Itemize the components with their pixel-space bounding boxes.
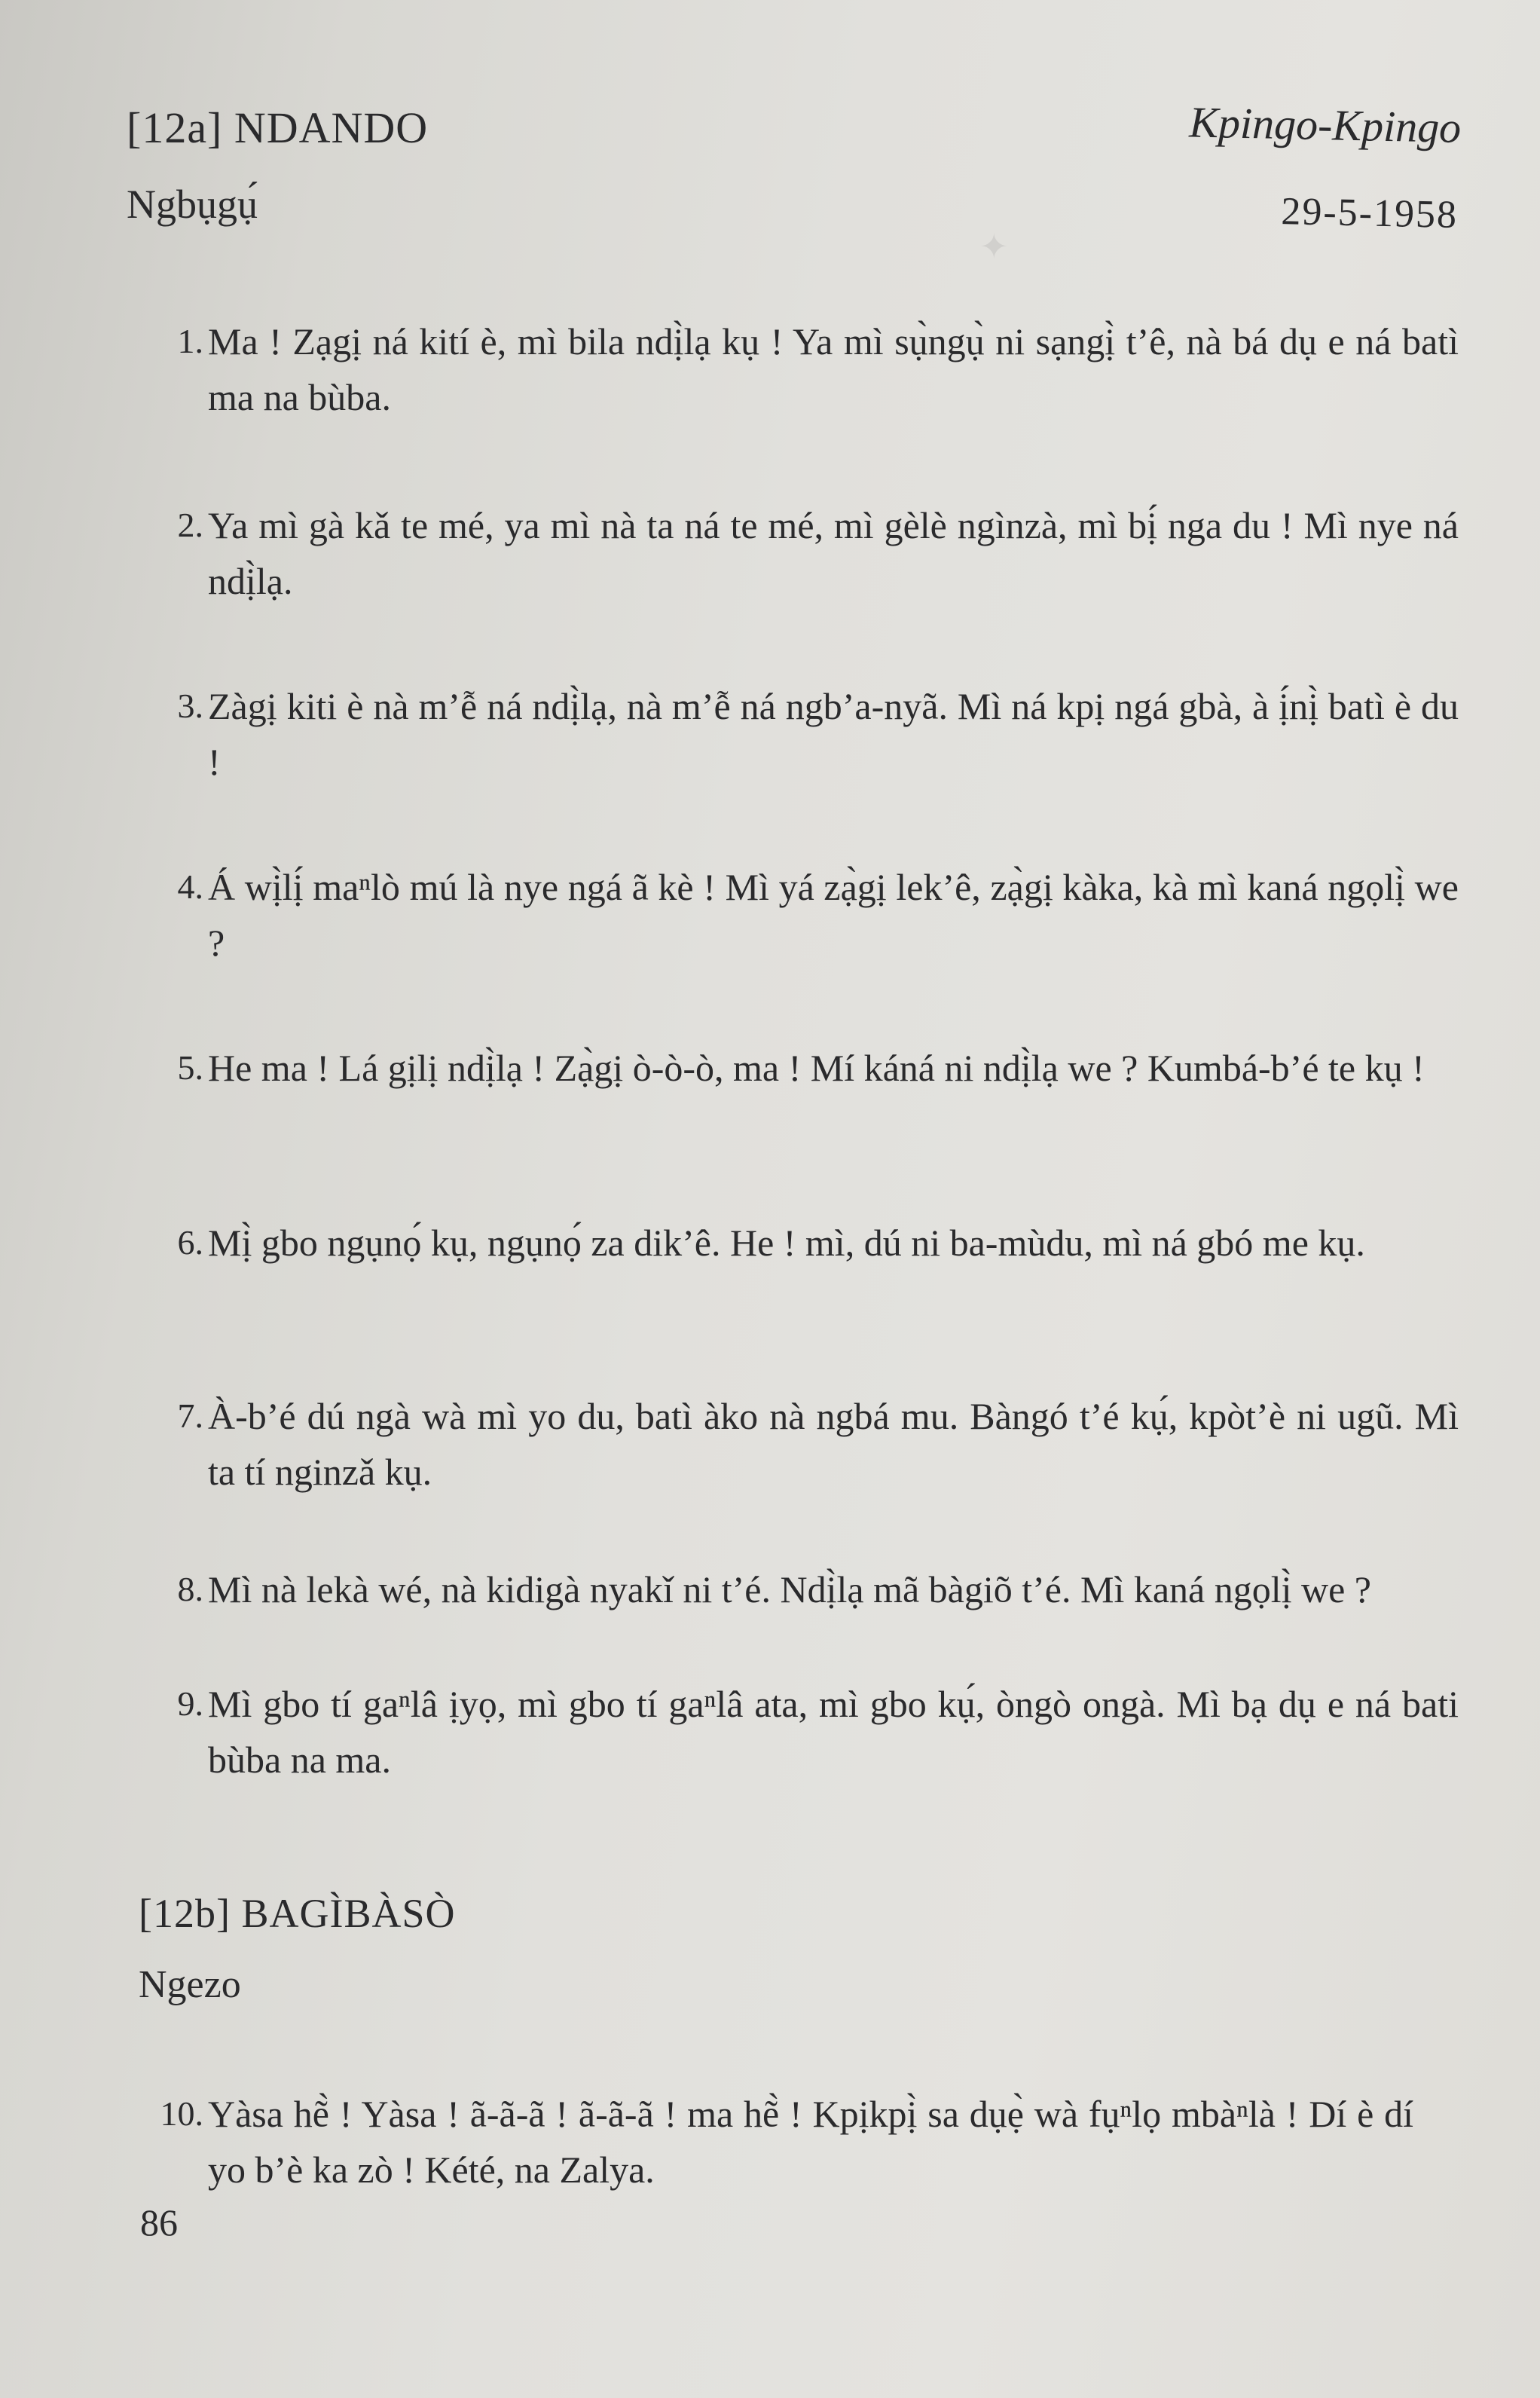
verse-number: 2. [177,506,203,544]
verse [148,497,1459,609]
verse-text: Ma ! Zạgị ná kití è, mì bila ndị̀lạ kụ ! Ya mì sụ̀ngụ̀ ni sạngị̀ t’ê, nà bá dụ e ná batì ma na bùba. [208,320,1459,418]
verse-text: Mì gbo tí gaⁿlâ ịyọ, mì gbo tí gaⁿlâ ata, mì gbo kụ́, òngò ongà. Mì bạ dụ e ná bati bùba na ma. [208,1683,1459,1781]
verse [148,1215,1459,1271]
verse [148,1676,1459,1788]
verse-text: À-b’é dú ngà wà mì yo du, batì àko nà ngbá mu. Bàngó t’é kụ́, kpòt’è ni ugũ. Mì ta tí nginzǎ kụ. [208,1395,1459,1493]
verse-number: 4. [177,867,203,906]
running-title: Kpingo-Kpingo [1188,97,1462,152]
place-name: Ngbụgụ́ [127,182,258,227]
verse-number: 7. [177,1396,203,1435]
date: 29-5-1958 [1281,190,1459,237]
verse-number: 1. [177,322,203,360]
verse-number: 9. [177,1684,203,1723]
section-heading: [12b] BAGÌBÀSÒ [139,1891,456,1936]
verse [148,1040,1459,1096]
verse [148,1561,1459,1617]
bleed-through-text: ✦ [979,228,1009,266]
verse [148,314,1459,425]
verse-number: 6. [177,1223,203,1262]
verse-number: 10. [160,2094,203,2133]
verse [148,859,1459,971]
place-name: Ngezo [139,1963,241,2006]
verse-text: Yàsa hẽ̀ ! Yàsa ! ã-ã-ã ! ã-ã-ã ! ma hẽ̀ ! Kpịkpị̀ sa dụẹ̀ wà fụⁿlọ mbàⁿlà ! Dí è dí yo b’è ka zò ! Kété, na Zalya. [208,2093,1413,2191]
verse-number: 5. [177,1048,203,1087]
page-number: 86 [140,2201,178,2244]
verse-number: 8. [177,1570,203,1608]
section-label: [12a] NDANDO [127,103,429,152]
verse [133,2086,1413,2198]
verse-text: Mị̀ gbo ngụnọ́ kụ, ngụnọ́ za dik’ê. He ! mì, dú ni ba-mùdu, mì ná gbó me kụ. [208,1222,1365,1264]
section-heading [127,102,428,153]
verse-text: Ya mì gà kǎ te mé, ya mì nà ta ná te mé, mì gèlè ngìnzà, mì bị́ nga du ! Mì nye ná ndị̀lạ. [208,504,1459,602]
verse [148,1388,1459,1500]
verse-number: 3. [177,687,203,725]
verse [148,678,1459,790]
verse-text: Zàgị kiti è nà m’ễ ná ndị̀lạ, nà m’ễ ná ngb’a-nyã. Mì ná kpị ngá gbà, à ị́nị̀ batì è du ! [208,685,1459,783]
verse-text: Mì nà lekà wé, nà kidigà nyakǐ ni t’é. Ndị̀lạ mã bàgiõ t’é. Mì kaná ngọlị̀ we ? [208,1568,1371,1610]
verse-text: Á wị̀lị́ maⁿlò mú là nye ngá ã kè ! Mì yá zạ̀gị lek’ê, zạ̀gị kàka, kà mì kaná ngọlị̀ we ? [208,866,1459,964]
verse-text: He ma ! Lá gịlị ndị̀lạ ! Zạ̀gị ò-ò-ò, ma ! Mí káná ni ndị̀lạ we ? Kumbá-b’é te kụ ! [208,1047,1425,1089]
